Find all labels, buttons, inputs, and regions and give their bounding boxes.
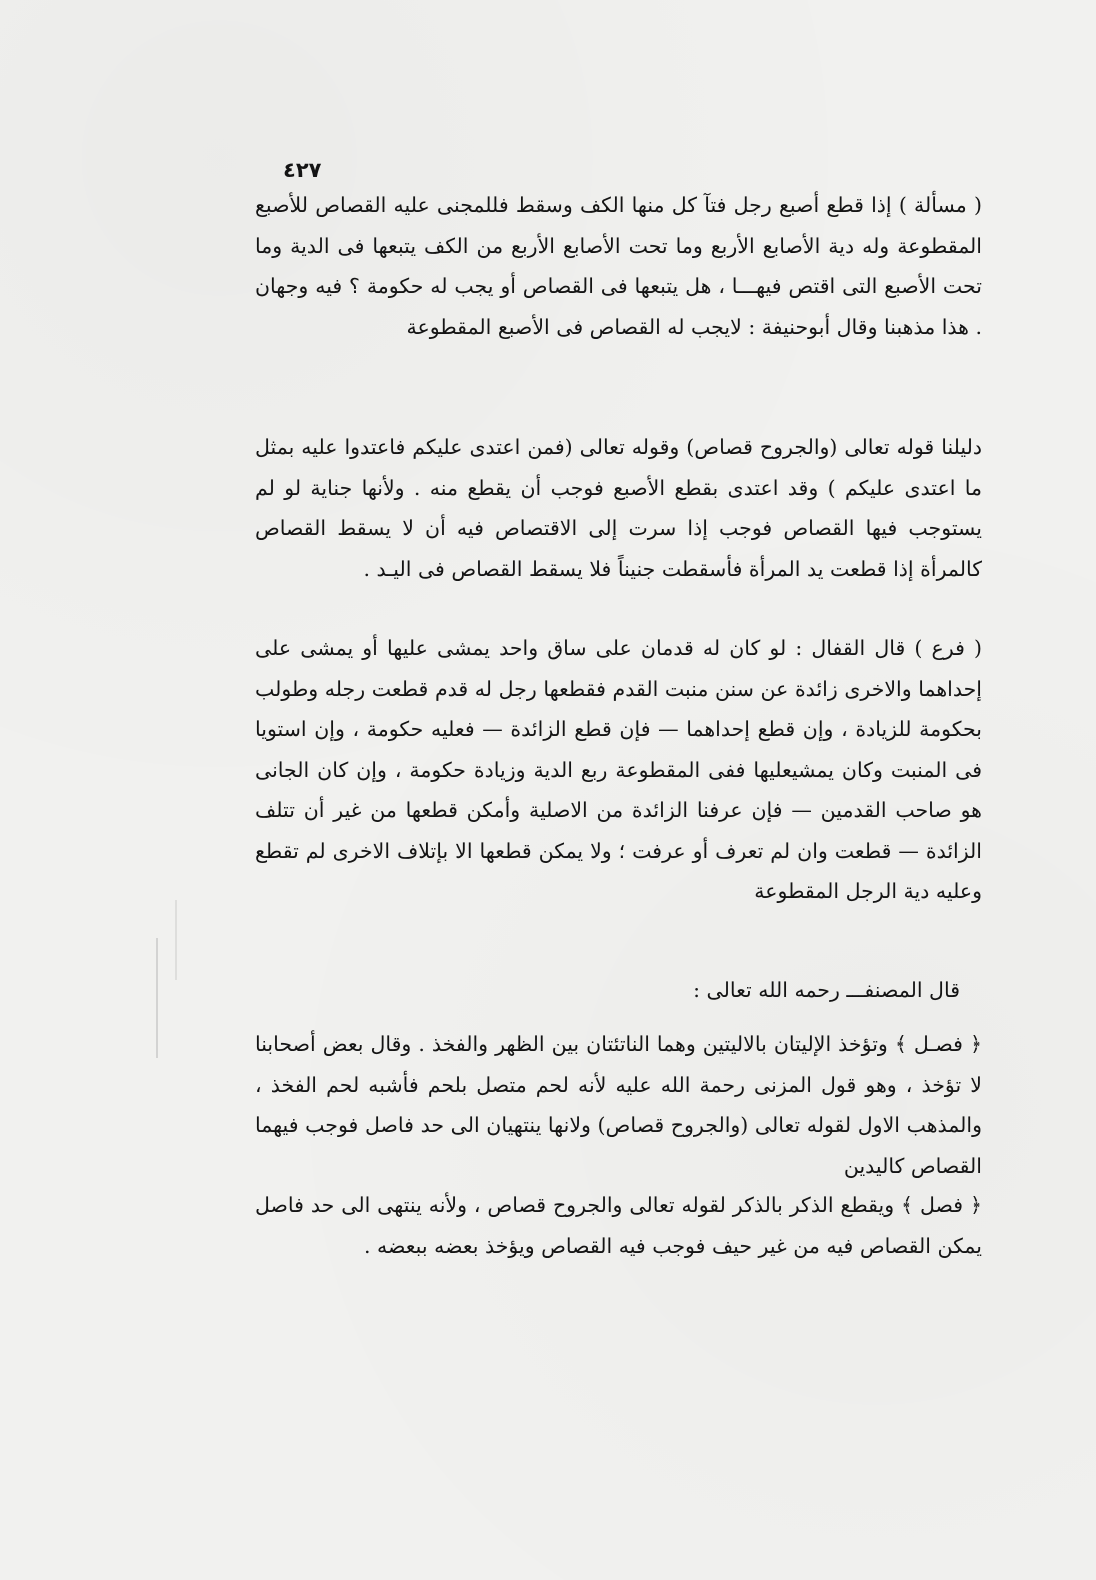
page-number: ٤٢٧ [283, 158, 322, 182]
paragraph-fasl-buttocks: ﴿ فصـل ﴾ وتؤخذ الإليتان بالاليتين وهما الناتئتان بين الظهر والفخذ . وقال بعض أصحابنا لا تؤخذ ، وهو قول المزنى رحمة الله عليه لأنه لحم متصل بلحم فأشبه لحم الفخذ ، والمذهب الاول لقوله تعالى (والجروح قصاص) ولانها ينتهيان الى حد فاصل فوجب فيهما القصاص كاليدين [255, 1032, 982, 1178]
paragraph-masala: ( مسألة ) إذا قطع أصبع رجل فتآ كل منها الكف وسقط فللمجنى عليه القصاص للأصبع المقطوعة وله دية الأصابع الأربع وما تحت الأصابع الأربع من الكف يتبعها فى الدية وما تحت الأصبع التى اقتص فيهـــا ، هل يتبعها فى القصاص أو يجب له حكومة ؟ فيه وجهان . هذا مذهبنا وقال أبوحنيفة : لايجب له القصاص فى الأصبع المقطوعة [255, 193, 982, 339]
paragraph-fasl-organ: ﴿ فصل ﴾ ويقطع الذكر بالذكر لقوله تعالى والجروح قصاص ، ولأنه ينتهى الى حد فاصل يمكن القصاص فيه من غير حيف فوجب فيه القصاص ويؤخذ بعضه ببعضه . [255, 1193, 982, 1258]
paragraph-author-heading: قال المصنفـــ رحمه الله تعالى : [693, 978, 960, 1002]
margin-mark [156, 938, 158, 1058]
margin-mark [175, 900, 177, 980]
paragraph-far: ( فرع ) قال القفال : لو كان له قدمان على ساق واحد يمشى عليها أو يمشى على إحداهما والاخرى زائدة عن سنن منبت القدم فقطعها رجل له قدم قطعت رجله وطولب بحكومة للزيادة ، وإن قطع إحداهما — فإن قطع الزائدة — فعليه حكومة ، وإن استويا فى المنبت وكان يمشيعليها ففى المقطوعة ربع الدية وزيادة حكومة ، وإن كان الجانى هو صاحب القدمين — فإن عرفنا الزائدة من الاصلية وأمكن قطعها من غير أن تتلف الزائدة — قطعت وان لم تعرف أو عرفت ؛ ولا يمكن قطعها الا بإتلاف الاخرى لم تقطع وعليه دية الرجل المقطوعة [255, 636, 982, 903]
paragraph-evidence: دليلنا قوله تعالى (والجروح قصاص) وقوله تعالى (فمن اعتدى عليكم فاعتدوا عليه بمثل ما اعتدى عليكم ) وقد اعتدى بقطع الأصبع فوجب أن يقطع منه . ولأنها جناية لو لم يستوجب فيها القصاص فوجب إذا سرت إلى الاقتصاص فيه أن لا يسقط القصاص كالمرأة إذا قطعت يد المرأة فأسقطت جنيناً فلا يسقط القصاص فى اليـد . [255, 435, 982, 581]
